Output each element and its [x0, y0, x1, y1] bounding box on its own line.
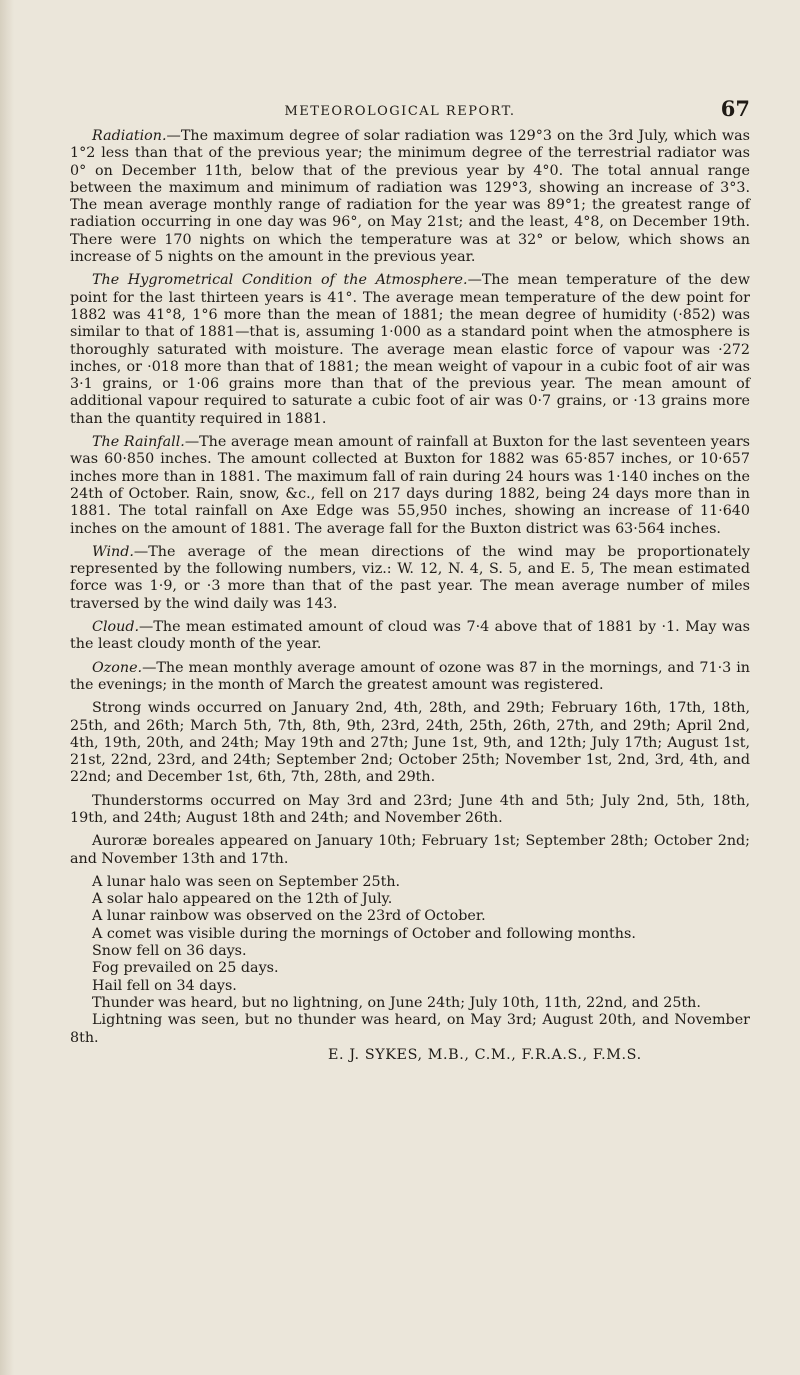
paragraph-heading: Ozone.: [92, 659, 143, 676]
paragraph-body: —The mean estimated amount of cloud was 7·4 above that of 1881 by ·1. May was the least cloudy month of the year.: [70, 619, 750, 653]
paragraph-aurorae: [70, 833, 750, 868]
paragraph-body: —The average of the mean directions of the wind may be proportionately represented by the following numbers, viz.: W. 12, N. 4, S. 5, and E. 5, The mean estimated force was 1·9, or ·3 more than that of the past year. The mean average number of miles traversed by the wind daily was 143.: [70, 543, 750, 612]
paragraph-heading: Cloud.: [92, 619, 140, 636]
paragraph-body: —The average mean amount of rainfall at Buxton for the last seventeen years was 60·850 inches. The amount collected at Buxton for 1882 was 65·857 inches, or 10·657 inches more than in 1881. The maximum fall of rain during 24 hours was 1·140 inches on the 24th of October. Rain, snow, &c., fell on 217 days during 1882, being 24 days more than in 1881. The total rainfall on Axe Edge was 55,950 inches, showing an increase of 11·640 inches on the amount of 1881. The average fall for the Buxton district was 63·564 inches.: [70, 434, 750, 537]
paragraph-body: Thunderstorms occurred on May 3rd and 23rd; June 4th and 5th; July 2nd, 5th, 18th, 19th, and 24th; August 18th and 24th; and November 26th.: [70, 792, 750, 826]
list-item: Hail fell on 34 days.: [92, 977, 237, 994]
paragraph-heading: The Hygrometrical Condition of the Atmosphere.: [92, 272, 468, 289]
list-item: Fog prevailed on 25 days.: [92, 960, 279, 977]
paragraph-body: Strong winds occurred on January 2nd, 4th, 28th, and 29th; February 16th, 17th, 18th, 25th, and 26th; March 5th, 7th, 8th, 9th, 23rd, 24th, 25th, 26th, 27th, and 29th; April 2nd, 4th, 19th, 20th, and 24th; May 19th and 27th; June 1st, 9th, and 12th; July 17th; August 1st, 21st, 22nd, 23rd, and 24th; September 2nd; October 25th; November 1st, 2nd, 3rd, 4th, and 22nd; and December 1st, 6th, 7th, 28th, and 29th.: [70, 700, 750, 786]
list-item: A solar halo appeared on the 12th of July.: [92, 891, 393, 908]
paragraph-thunderstorms: [70, 793, 750, 828]
list-item: Thunder was heard, but no lightning, on June 24th; July 10th, 11th, 22nd, and 25th.: [92, 994, 701, 1011]
binding-edge-shadow: [0, 0, 14, 1375]
list-item: A lunar halo was seen on September 25th.: [92, 873, 401, 890]
list-item: A comet was visible during the mornings of October and following months.: [92, 925, 636, 942]
paragraph-hygrometrical: [70, 272, 750, 428]
paragraph-rainfall: [70, 434, 750, 538]
paragraph-heading: Radiation.: [92, 128, 167, 144]
paragraph-ozone: [70, 660, 750, 695]
paragraph-body: —The mean monthly average amount of ozone was 87 in the mornings, and 71·3 in the evenings; in the month of March the greatest amount was registered.: [70, 659, 750, 693]
page-number: 67: [720, 96, 750, 121]
signature: E. J. SYKES, M.B., C.M., F.R.A.S., F.M.S.: [328, 1046, 642, 1063]
running-head-title: METEOROLOGICAL REPORT.: [284, 104, 516, 119]
running-head: [0, 94, 800, 124]
paragraph-cloud: [70, 619, 750, 654]
paragraph-body: —The maximum degree of solar radiation was 129°3 on the 3rd July, which was 1°2 less than that of the previous year; the minimum degree of the terrestrial radiator was 0° on December 11th, below that of the previous year by 4°0. The total annual range between the maximum and minimum of radiation was 129°3, showing an increase of 3°3. The mean average monthly range of radiation for the year was 89°1; the greatest range of radiation occurring in one day was 96°, on May 21st; and the least, 4°8, on December 19th. There were 170 nights on which the temperature was at 32° or below, which shows an increase of 5 nights on the amount in the previous year.: [70, 128, 750, 266]
paragraph-strong-winds: [70, 700, 750, 786]
paragraph-radiation: [70, 128, 750, 266]
list-item: Snow fell on 36 days.: [92, 943, 247, 960]
paragraph-heading: Wind.: [92, 543, 134, 560]
paragraph-body: Auroræ boreales appeared on January 10th; February 1st; September 28th; October 2nd; and November 13th and 17th.: [70, 833, 750, 867]
body-text: [70, 128, 750, 1070]
paragraph-body: —The mean temperature of the dew point for the last thirteen years is 41°. The average mean temperature of the dew point for 1882 was 41°8, 1°6 more than the mean of 1881; the mean degree of humidity (·852) was similar to that of 1881—that is, assuming 1·000 as a standard point when the atmosphere is thoroughly saturated with moisture. The average mean elastic force of vapour was ·272 inches, or ·018 more than that of 1881; the mean weight of vapour in a cubic foot of air was 3·1 grains, or 1·06 grains more than that of the previous year. The mean amount of additional vapour required to saturate a cubic foot of air was 0·7 grains, or ·13 grains more than the quantity required in 1881.: [70, 272, 750, 427]
paragraph-heading: The Rainfall.: [92, 434, 185, 451]
list-item: Lightning was seen, but no thunder was heard, on May 3rd; August 20th, and November 8th.: [70, 1012, 750, 1046]
list-item: A lunar rainbow was observed on the 23rd of October.: [92, 908, 486, 925]
paragraph-wind: [70, 544, 750, 613]
